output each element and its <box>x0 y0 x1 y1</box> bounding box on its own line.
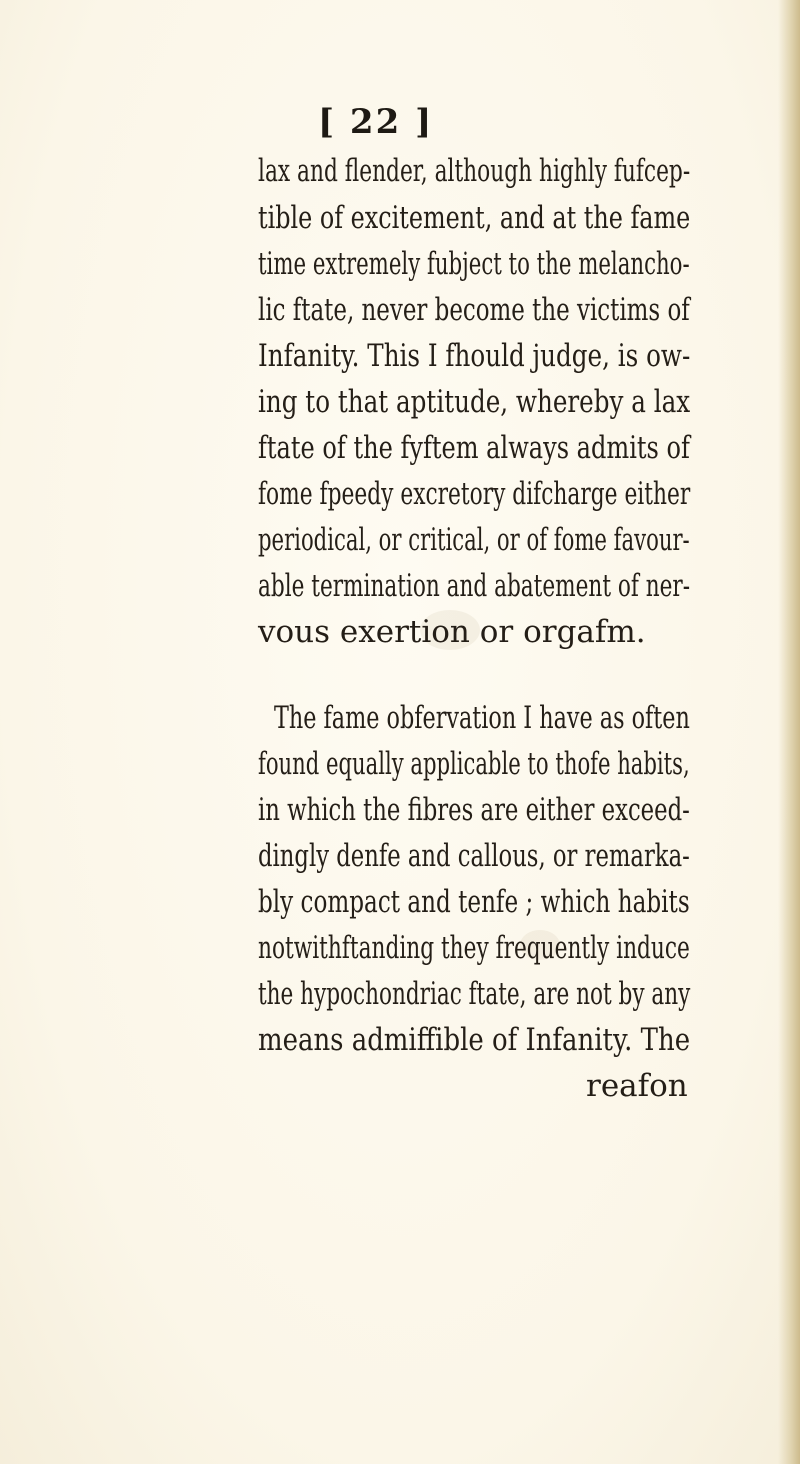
text-line: dingly denfe and callous, or remarka- <box>258 838 690 874</box>
text-line: lax and flender, although highly fufcep- <box>258 153 691 189</box>
text-line: found equally applicable to thofe habits, <box>258 746 690 782</box>
text-line: periodical, or critical, or of fome favour- <box>258 522 690 558</box>
text-line: the hypochondriac ftate, are not by any <box>258 976 691 1012</box>
text-line: bly compact and tenfe ; which habits <box>258 884 690 920</box>
text-line: lic ftate, never become the victims of <box>258 292 690 328</box>
text-line: means admiffible of Infanity. The <box>258 1022 691 1058</box>
text-line: notwithftanding they frequently induce <box>258 930 690 966</box>
text-line: The fame obfervation I have as often <box>274 700 690 736</box>
text-line: ing to that aptitude, whereby a lax <box>258 384 691 420</box>
catchword: reafon <box>586 1068 688 1104</box>
text-line: Infanity. This I fhould judge, is ow- <box>258 338 691 374</box>
text-line: vous exertion or orgafm. <box>258 614 646 650</box>
text-line: time extremely fubject to the melancho- <box>258 246 690 282</box>
text-line: able termination and abatement of ner- <box>258 568 691 604</box>
page-number: [ 22 ] <box>318 102 434 142</box>
text-line: ftate of the fyftem always admits of <box>258 430 690 466</box>
text-line: fome fpeedy excretory difcharge either <box>258 476 691 512</box>
text-line: tible of excitement, and at the fame <box>258 200 691 236</box>
text-line: in which the fibres are either exceed- <box>258 792 690 828</box>
